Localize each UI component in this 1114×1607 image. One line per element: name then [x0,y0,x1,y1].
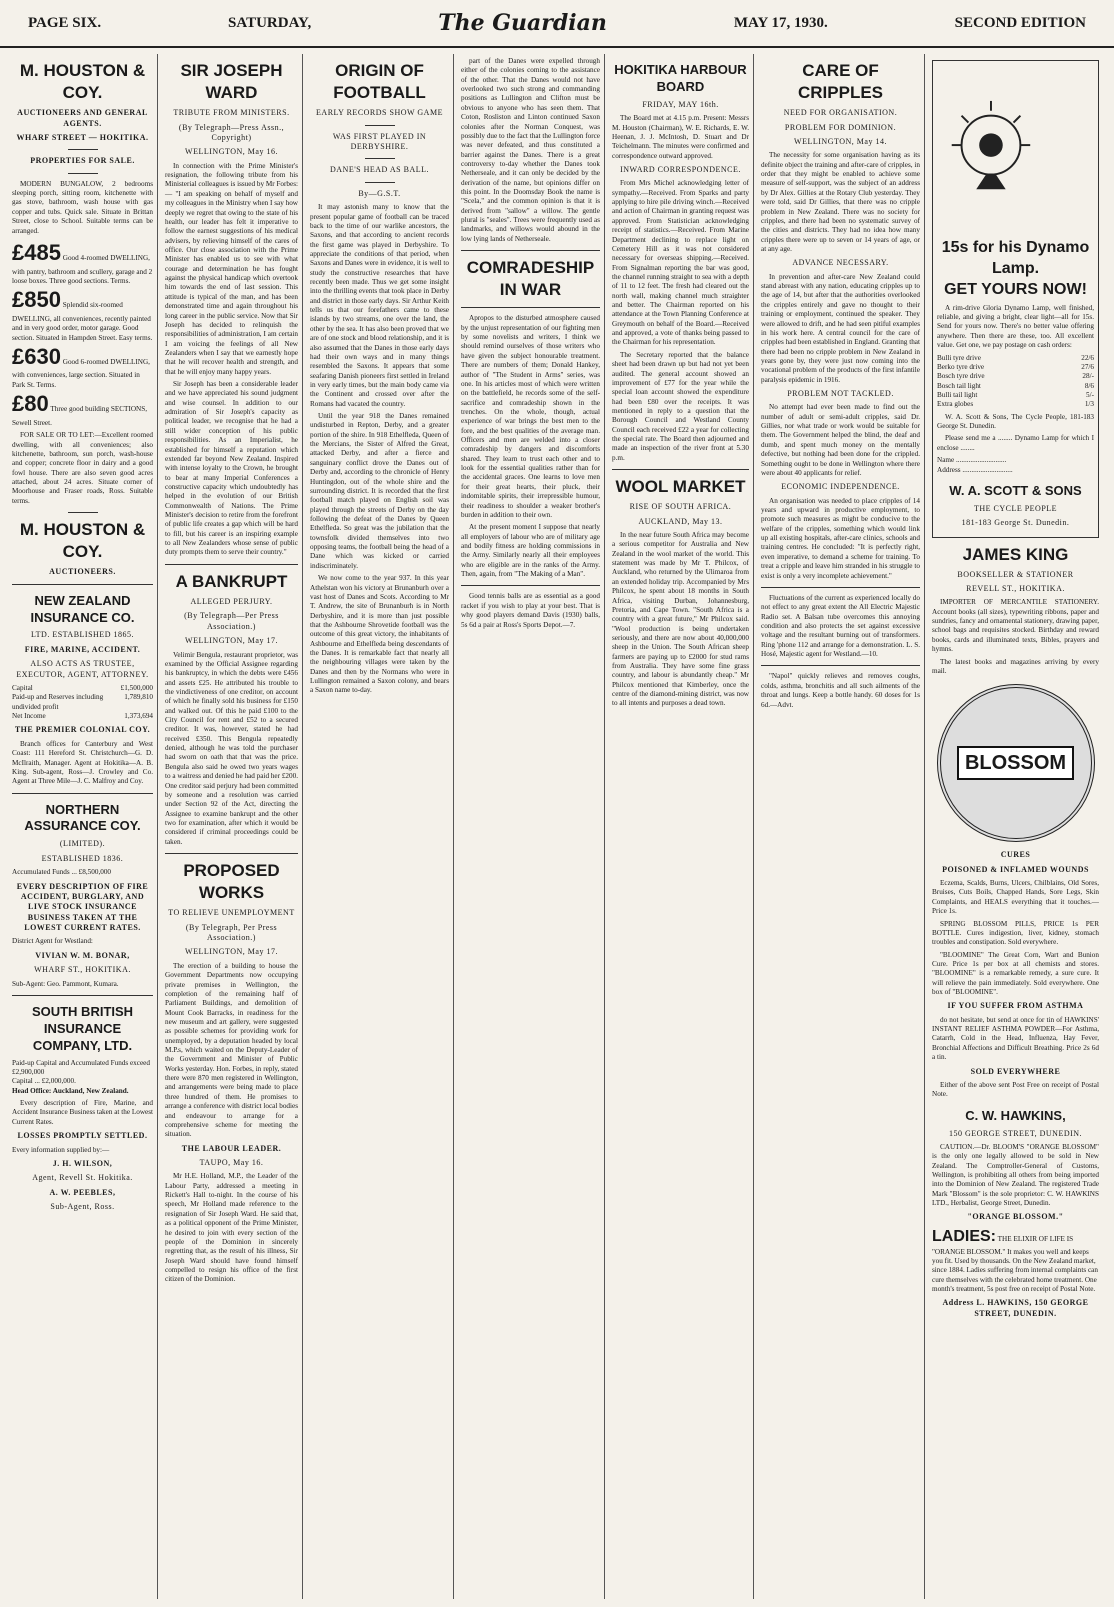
insurance-company-name: NORTHERN ASSURANCE COY. [24,801,141,834]
article-credit: (By Telegraph—Per Press Association.) [184,611,279,631]
order-coupon: Please send me a ........ Dynamo Lamp for which I enclose ........ [937,434,1094,452]
scott-name: W. A. SCOTT & SONS [949,482,1082,498]
article-subhead: PROBLEM NOT TACKLED. [787,389,894,399]
agent-address: Sub-Agent, Ross. [50,1202,115,1212]
losses-settled: LOSSES PROMPTLY SETTLED. [17,1131,148,1141]
article-body: part of the Danes were expelled through either of the colonies coming to the assistance of the other. That the Danes would not have overlooked two such strong and commanding positions as Lullington and Clifton must be obvious to anyone who has seen them. That Coton, Rosliston and Linton continued Saxon colonies after the Norman Conquest, was possibly due to the fact that the Lullington force was never defeated, and thus constituted a barrier against the Danes. There is a great controversy to-day whether the Danes took Netherseale, and it can only be decided by the derivation of the name, but opinions differ on this point. In the Doomsday Book the name is "Scela," and the common opinion is that it is derived from "sallow" a willow. The gentle plural is "seales". Trees were frequently used as landmarks, and willows would abound in the low lying lands of Netherseale. [461,57,600,243]
item-name: Bulli tail light [937,390,978,399]
article-dateline: FRIDAY, MAY 16th. [642,99,719,109]
item-price: 22/6 [1081,353,1094,362]
bookseller-latest: The latest books and magazines arriving by every mail. [932,657,1099,675]
agent-name: VIVIAN W. M. BONAR, [35,950,130,960]
advert-radio: Fluctuations of the current as experienced locally do not effect to any great extent the All Electric Majestic Radio set. A Balsan tube overcomes this annoying condition and also protects the set against excessive voltage and the resultant burning out of transformers. Ring 'phone 112 and arrange for a demonstration. L. S. Hosé, Majestic agent for Westland.—10. [761,593,920,659]
cures-body: Eczema, Scalds, Burns, Ulcers, Chilblains, Old Sores, Bruises, Cuts Boils, Chapped Hands, Sore Legs, Skin Complaints, and HEALS everything that it touches.—Price 1s. [932,879,1099,916]
article-subhead: RISE OF SOUTH AFRICA. [629,502,732,512]
lamp-description: A rim-drive Gloria Dynamo Lamp, well finished, reliable, and giving a bright, clear light—all for 15s. Send for yours now. There's no better value offering anywhere. Then there are these, too. All excellent value. Get one, we pay postage on cash orders: [937,303,1094,350]
capital-value: £1,500,000 [120,683,153,692]
article-body: The necessity for some organisation having as its definite object the training and after-care of cripples, in order that they might be enabled to achieve some measure of self-support, was the subject of an address by Dr Alex. Gillies at the Rotary Club yesterday. They were told, said Dr Gillies, that there was no cripple problem in New Zealand. There was no society for cripples, and there had been no systematic survey of the cities and districts. They had no idea how many cripples there were up to seven or 14 years of age, or at any age. [761,151,920,253]
capital: Capital ... £2,000,000. [12,1077,76,1086]
column-news-ward [161,54,303,1599]
article-subhead: THE LABOUR LEADER. [181,1143,282,1153]
article-subhead: PROBLEM FOR DOMINION. [784,122,897,132]
article-body: No attempt had ever been made to find out the number of adult or semi-adult cripples, said Dr. Gillies, nor what trade or work would be suitable for them. The Government helped the blind, the deaf and dumb, and spent much money on the mentally defective, but nothing had been done for the crippled. Something ought to be done in Wellington where there were about 40 applicants for relief. [761,403,920,477]
price-row [937,400,1094,409]
article-body: The Board met at 4.15 p.m. Present: Messrs M. Houston (Chairman), W. E. Richards, E. W. Heenan, J. J. McIntosh, D. Stuart and Dr Teichelmann. The minutes were confirmed and correspondence outward approved. [612,114,749,160]
ladies-heading: LADIES: [932,1227,996,1245]
insurance-company-name: NEW ZEALAND INSURANCE CO. [30,592,135,625]
item-name: Bosch tyre drive [937,372,985,381]
price-row [937,363,1094,372]
item-price: 8/6 [1084,381,1094,390]
property-listing: FOR SALE OR TO LET:—Excellent roomed dwelling, with all conveniences; also kitchenette, bathroom, sun porch, wash-house and copper; concrete floor in dairy and a good fowl house. There are also seven good acres attached, about 24 acres. Situate corner of Moorhouse and Fraser roads, Ross. Suitable terms. [12,431,153,505]
article-body: It may astonish many to know that the present popular game of football can be traced back to the time of our warlike ancestors, the Saxons, and that according to ancient records the first game was played in Derbyshire. To appreciate the conditions of that period, when Saxons and Danes were in evidence, it is well to study the constructive researches that have recently been made. Thus we get some insight into the thrilling events that took place in Derby and district in those early days. Sir Arthur Keith tells us that our forefathers came to these islands by two streams, one over the land, the other by the sea. It has also been proved that we are of one stock and blood relationship, and it is also assumed that the Danes in those early days had their own ways and in many things resembled the Saxons. It appears that some seafaring Danish pioneers first settled in Ireland in very early times, but the main body came via the Continent and crossed over after the Romans had vacated the country. [310,203,449,408]
insurance-description: Every description of Fire, Marine, and Accident Insurance Business taken at the Lowest Current Rates. [12,1099,153,1126]
column-harbour-wool [608,54,754,1599]
final-address: Address L. HAWKINS, 150 GEORGE STREET, DUNEDIN. [942,1298,1089,1318]
article-headline: ORIGIN OF FOOTBALL [333,61,426,103]
paidup-row [12,693,153,712]
article-headline: WOOL MARKET [615,477,746,497]
article-subhead: ALLEGED PERJURY. [190,596,273,606]
asthma-heading: IF YOU SUFFER FROM ASTHMA [947,1001,1084,1011]
masthead-date: MAY 17, 1930. [733,14,828,31]
name-label: Name [937,456,955,465]
agent-address: WHARF ST., HOKITIKA. [34,965,131,975]
article-credit: (By Telegraph—Press Assn., Copyright) [178,122,285,142]
article-body: At the present moment I suppose that nearly all employers of labour who are of military age and bodily fitness are holding commissions in the Army. Similarly nearly all their employees who are eligible are in the ranks of the Army. Then, again, from "The Making of a Man". [461,523,600,579]
page-number: PAGE SIX. [28,14,102,31]
bookseller-name: JAMES KING [962,544,1069,564]
bookseller-address: REVELL ST., HOKITIKA. [966,584,1065,594]
paidup-value: 1,789,810 [124,693,153,702]
property-listing: Good 4-roomed DWELLING, with pantry, bathroom and scullery, garage and 2 loose boxes. Three good sections. Terms. [12,253,153,285]
article-subhead: DANE'S HEAD AS BALL. [330,165,429,175]
bloomine-advert: "BLOOMINE" The Great Corn, Wart and Bunion Cure. Price 1s per box at all chemists and stores. "BLOOMINE" is a remarkable remedy, a sure cure. It will relieve the pain immediately. Sold everywhere. One box of "BLOOMINE". [932,950,1099,997]
insurance-established: ESTABLISHED 1836. [41,853,124,863]
firm-name: M. HOUSTON & COY. [19,520,146,562]
advert-tennis: Good tennis balls are as essential as a good racket if you wish to play at your best. That is why good players demand Davis (1930) balls, 5s 6d a pair at Ross's Sports Depot.—7. [461,592,600,629]
item-name: Berko tyre drive [937,362,985,371]
insurance-acts: ALSO ACTS AS TRUSTEE, EXECUTOR, AGENT, ATTORNEY. [16,659,149,679]
net-income-label: Net Income [12,712,46,721]
capital-row [12,684,153,693]
column-football [306,54,454,1599]
get-yours: GET YOURS NOW! [944,280,1087,298]
item-price: 5/- [1086,390,1094,399]
article-subhead: ADVANCE NECESSARY. [792,258,889,268]
net-income-value: 1,373,694 [124,712,153,721]
dynamo-lamp-ad [932,60,1099,538]
address-label: Address [937,465,961,474]
agent-address: Agent, Revell St. Hokitika. [32,1173,133,1183]
head-office: Head Office: Auckland, New Zealand. [12,1086,129,1095]
item-name: Bulli tyre drive [937,353,981,362]
property-listing: Three good building SECTIONS, Sewell Street. [12,405,148,427]
insurance-limited: (LIMITED). [59,839,106,849]
paidup-capital: Paid-up Capital and Accumulated Funds exceed £2,900,000 [12,1058,150,1076]
price-row [937,382,1094,391]
net-income-row [12,712,153,721]
property-listing: Splendid six-roomed DWELLING, all conveniences, recently painted and in very good order, motor garage. Good section. Situated in Hampden Street. Easy terms. [12,301,153,342]
article-body: The erection of a building to house the Government Departments now occupying private premises in Wellington, the completion of the remaining half of Parliament Buildings, and demolition of Mount Cook Barracks, in readiness for the new museum and art gallery, were suggested as possible schemes for providing work for unemployed, by a deputation headed by local M.P.s, which waited on the Deputy-Leader of the Government and Minister of Public Works yesterday. Hon. Forbes, in reply, stated there were 870 men registered in Wellington, and arrangements were being made to place three hundred of them. He promises to arrange a conference with district local bodies and endeavour to arrange for a comprehensive scheme for meeting the situation. [165,961,298,1139]
article-subhead: EARLY RECORDS SHOW GAME [316,108,443,118]
insurance-established: LTD. ESTABLISHED 1865. [31,630,134,640]
district-agent-label: District Agent for Westland: [12,937,93,946]
properties-heading: PROPERTIES FOR SALE. [30,156,135,166]
article-headline: HOKITIKA HARBOUR BOARD [614,62,747,94]
blossom-seal-logo [937,684,1095,842]
newspaper-title: The Guardian [438,10,607,36]
agent-name: A. W. PEEBLES, [49,1187,116,1197]
article-body: The Secretary reported that the balance sheet had been drawn up but had not yet been audited. The general account showed an improvement of £77 for the year while the special loan account showed the expenditure had been £80 over the receipts. It was mentioned in reply to a question that the Borough Council and Westland County Council each received £22 a year for collecting the special rate. The Board then adjourned and made an inspection of the river front at 5.30 p.m. [612,350,749,462]
article-dateline: WELLINGTON, May 17. [185,947,278,957]
item-price: 28/- [1082,372,1094,381]
property-price: £630 [12,343,61,369]
premier-colonial: THE PREMIER COLONIAL COY. [14,725,151,735]
coupon-address-line: Address ............................ [937,465,1013,474]
article-dateline: TAUPO, May 16. [199,1158,264,1168]
article-credit: (By Telegraph, Per Press Association.) [185,922,278,943]
column-comradeship [457,54,605,1599]
article-body: From Mrs Michel acknowledging letter of sympathy.—Received. From Sparks and party applying to hire pile driving winch.—Received and action of Chairman in granting request was approved. From Statistician acknowledging receipt of statistics.—Received. From Marine Department declining to replace light on Cemetery Hill as it was not considered necessary for overseas shipping.—Received. From Signalman reporting the bar was good, the channel running straight to sea with a depth of 11 to 12 feet. The fresh had cleared out the north wall, making channel much straighter and better. The Chairman reported on his attendance at the Town Planning Conference at Greymouth on behalf of the Board.—Received and approved, a vote of thanks being passed to the Chairman for his representation. [612,179,749,347]
sold-everywhere: SOLD EVERYWHERE [970,1066,1061,1076]
article-subhead: NEED FOR ORGANISATION. [783,108,898,118]
hawkins-address: 150 GEORGE STREET, DUNEDIN. [948,1128,1083,1138]
item-price: 1/3 [1084,400,1094,409]
article-dateline: WELLINGTON, May 17. [185,636,278,646]
article-body: Velimir Bengula, restaurant proprietor, was examined by the Official Assignee regarding his bankruptcy, in which the debts were £456 and assets £25. He attributed his trouble to the vindictiveness of one creditor, on account of which he finally sold his business for £150 and walked out. Of this he paid £100 to the City Council for rent and £52 to a secured creditor. It was, however, stated he had received £350. This Bengula repeatedly denied, although he was told the purchaser had sworn on oath that that was the price. Bengula also said he owed two years wages to a waitress and denied he had paid her £200. One creditor said perjury had been committed by someone and a resolution was carried under Section 92 of the Act, directing the Assignee to examine bankrupt and the other two for examination, after which it would be considered if criminal proceedings could be taken. [165,650,298,846]
paidup-label: Paid-up and Reserves including undivided profit [12,693,104,711]
asthma-body: do not hesitate, but send at once for tin of HAWKINS' INSTANT RELIEF ASTHMA POWDER—For Asthma, Catarrh, Cold in the Head, Influenza, Hay Fever, Bronchial Affections and Difficult Breathing. Price 2s 6d a tin. [932,1015,1099,1062]
bookseller-body: IMPORTER OF MERCANTILE STATIONERY. Account books (all sizes), typewriting ribbons, paper and sundries, fancy and ornamental stationery, drawing paper, school bags and requisites stocked. Birthday and reward books, cards and illuminated texts, Bibles, prayers and hymns. [932,598,1099,654]
scott-street: 181-183 George St. Dunedin. [961,518,1070,528]
capital-label: Capital [12,683,33,692]
article-headline: A BANKRUPT [175,571,288,591]
price-row [937,372,1094,381]
article-dateline: WELLINGTON, May 14. [794,136,887,146]
firm-address: WHARF STREET — HOKITIKA. [16,132,149,142]
column-ads-right [928,54,1103,1599]
article-body: In the near future South Africa may become a serious competitor for Australia and New Zealand in the wool market of the world. This statement was made by Mr T. Philcox, of Auckland, who returned by the Ulimaroa from an extended holiday trip. Accompanied by Mrs Philcox, he spent about 18 months in South Africa, visiting Durban, Johannesburg, Pretoria, and Cape Town. "South Africa is a country with a great future," Mr Philcox said. "Wool production is being undertaken seriously, and there are now about 40,000,000 sheep in the Union. The South African sheep farmers are paying up to £2000 for stud rams from Australia. They have some fine grass country, and labour is abundantly cheap." Mr Philcox mentioned that Kimberley, once the centre of the diamond-mining district, was now to all intents and purposes a dead town. [612,531,749,708]
article-body: Until the year 918 the Danes remained undisturbed in Repton, Derby, and a greater portion of the shire. In 918 Ethelfleda, Queen of the Mercians, the Sister of Alfred the Great, attacked Derby, and after a fierce and sanguinary conflict drove the Danes out of Derby and, according to the chronicle of Henry Huntingdon, out of the whole shire and the surrounding district. It is recorded that the first football match played on English soil was played through the streets of Derby on the day following the defeat of the Danes by Queen Ethelfleda. So great was the jubilation that the townsfolk divided themselves into two opposing teams, the football being the head of a Dane which was kicked or carried indiscriminately. [310,412,449,570]
branch-offices: Branch offices for Canterbury and West Coast: 111 Hereford St. Christchurch—G. D. McIlraith, Manager. Agent at Hokitika—A. B. King. Sub-agent, Ross—J. Crowley and Co. Agent at Three Mile—J. C. Malfroy and Coy. [12,739,153,786]
article-headline: SIR JOSEPH WARD [180,61,283,103]
dynamo-lamp-illustration [937,65,1094,235]
article-body: Sir Joseph has been a considerable leader and we have appreciated his sound judgment and wise counsel. In addition to our admiration of Sir Joseph's capacity as political leader, we recognise that he had a still wider conception of his public responsibilities. As an Imperialist, he established for himself a reputation which extended far beyond New Zealand. Inspired with intense loyalty to the Crown, he brought to bear at many Imperial Conferences a constructive capacity which undoubtedly has helped in the evolution of our British Commonwealth of Nations. The Prime Minister's decision to retire from the forefront of public life creates a gap which will be hard to fill, but his career is an inspiring example to all New Zealanders whose sense of public duty prompts them to serve their country." [165,380,298,557]
bookseller-subtitle: BOOKSELLER & STATIONER [957,569,1074,579]
sub-agent: Sub-Agent: Geo. Pammont, Kumara. [12,979,119,988]
article-headline: CARE OF CRIPPLES [797,61,884,103]
scott-subtitle: THE CYCLE PEOPLE [973,503,1058,513]
property-price: £485 [12,239,61,265]
property-price: £850 [12,287,61,313]
article-body: In prevention and after-care New Zealand could stand abreast with any nation, educating cripples up to the age of 14, but after that the authorities overlooked the cripples entirely and gave no thought to their training or employment, continued the speaker. They were allowed to drift, and he had seen pitiful examples in his work here. A central council for the care of cripples had been established in England. Granting that there had been no cripple problem in New Zealand in years gone by, they were just now coming into the vocational problem of the products of the first infantile paralysis epidemic in 1916. [761,272,920,384]
article-subhead: INWARD CORRESPONDENCE. [620,164,741,174]
article-subhead: TO RELIEVE UNEMPLOYMENT [168,908,295,918]
ladies-body: THE ELIXIR OF LIFE IS "ORANGE BLOSSOM." It makes you well and keeps you fit. Used by thousands. On the New Zealand market, since 1884. Ladies suffering from internal complaints can cure themselves with the celebrated home treatment. One month's treatment, 5s post free on receipt of Postal Note. [932,1234,1098,1294]
information-label: Every information supplied by:— [12,1145,110,1154]
article-dateline: WELLINGTON, May 16. [185,147,278,157]
article-body: We now come to the year 937. In this year Athelstan won his victory at Brunanburh over a vast host of Danes and Scots. According to Mr T. Andrew, the site of Brunanburh is in North Derbyshire, and it is more than just possible that the Ashbourne Shrovetide football was the outcome of this great victory, the inhabitants of Ashbourne and Ethelfleda being descendants of the Danes. It is remarkable fact that nearly all the neighbouring villages were taken by the Danes and then by the Normans who were in Lullington remained a Saxon colony, and bears a Saxon name to-day. [310,574,449,695]
article-subhead: ECONOMIC INDEPENDENCE. [781,482,900,492]
scott-address-small: W. A. Scott & Sons, The Cycle People, 181-183 George St. Dunedin. [937,412,1094,431]
price-row [937,354,1094,363]
lamp-price-list [937,354,1094,410]
article-body: In connection with the Prime Minister's resignation, the following tribute from his Ministerial colleagues is issued by Mr Forbes:— "I am speaking on behalf of myself and my colleagues in the Ministry when I say how deeply we regret that owing to the state of his health, our leader has felt it imperative to follow the earnest suggestions of his medical advisers, by relieving himself of the cares of office. Our close association with the Prime Minister has enabled us to see with what courage and determination he has fought against the physical handicap which overtook him towards the end of last session. This attitude is typical of the man, and has been demonstrated time and again throughout his long career in the public service. Now that Sir Joseph has decided to relinquish the responsibilities of administration, I am certain I am voicing the feelings of all New Zealanders when I say that we earnestly hope that he will recover health and strength, and that he will enjoy many happy years. [165,161,298,376]
property-price: £80 [12,391,49,417]
masthead-day: SATURDAY, [228,14,312,31]
insurance-description: EVERY DESCRIPTION OF FIRE ACCIDENT, BURGLARY, AND LIVE STOCK INSURANCE BUSINESS TAKEN AT THE LOWEST CURRENT RATES. [16,881,149,933]
article-subhead: WAS FIRST PLAYED IN DERBYSHIRE. [332,131,427,151]
orange-blossom-heading: "ORANGE BLOSSOM." [967,1212,1064,1222]
article-subhead: TRIBUTE FROM MINISTERS. [173,108,290,118]
coupon-name-line: Name ............................ [937,456,1007,465]
firm-name: M. HOUSTON & COY. [19,61,146,103]
caution-advert: CAUTION.—Dr. BLOOM'S "ORANGE BLOSSOM" is the only one legally allowed to be sold in New Zealand. The Comptroller-General of Customs, Wellington, is prohibiting all others from being imported into the Dominion of New Zealand. The registered Trade Mark "Blossom" is the sole proprietor: C. W. HAWKINS LTD., Herbalist, George Street, Dunedin. [932,1142,1099,1208]
masthead [0,0,1114,48]
item-price: 27/6 [1081,362,1094,371]
firm-subtitle: AUCTIONEERS. [49,567,116,577]
seal-text: BLOSSOM [957,746,1074,780]
postal-note: Either of the above sent Post Free on receipt of Postal Note. [932,1080,1099,1099]
item-name: Extra globes [937,400,974,409]
page-columns [8,54,1106,1599]
article-headline: PROPOSED WORKS [183,861,280,903]
column-advertisements [8,54,158,1599]
advert-napol: "Napol" quickly relieves and removes coughs, colds, asthma, bronchitis and all such ailments of the throat and lungs. Keep a bottle handy. 60 doses for 1s 6d.—Advt. [761,672,920,709]
article-byline: By—G.S.T. [358,188,401,198]
article-dateline: AUCKLAND, May 13. [638,516,723,526]
agent-name: J. H. WILSON, [52,1158,113,1168]
article-headline: COMRADESHIP IN WAR [466,258,595,300]
property-listing: MODERN BUNGALOW, 2 bedrooms sleeping porch, sitting room, kitchenette with gas stove, bathroom, wash house with gas copper and tubs. Quick sale. Situate in Brittan Street, close to School. Suitable terms can be arranged. [12,179,153,235]
price-row [937,391,1094,400]
article-body: Apropos to the disturbed atmosphere caused by the unjust representation of our fighting men by some novelists and writers, I think we should remind ourselves of those writers who have given the subject honourable treatment. There are numbers of them; Donald Hankey, author of "The Student in Arms" series, was one. In his articles most of which were written on the battlefield, he records some of the self-sacrifice and comradeship shown in the trenches. On the whole, though, actual experience of war brings the best men to the fore, and the best qualities of the average man. Officers and men are welded into a closer comradeship by dangers and discomforts shared. They learn to trust each other and to look for the essential qualities rather than for the accidental graces. One learns to love men for their great hearts, their pluck, their indomitable spirits, their irrepressible humour, their readiness to shoulder a weaker brother's burden in addition to their own. [461,314,600,519]
hawkins-name: C. W. HAWKINS, [965,1107,1066,1123]
item-name: Bosch tail light [937,381,981,390]
insurance-kinds: FIRE, MARINE, ACCIDENT. [24,644,141,654]
dynamo-price: 15s for his Dynamo Lamp. [941,239,1090,278]
insurance-company-name: SOUTH BRITISH INSURANCE COMPANY, LTD. [31,1003,134,1053]
cures-subhead: POISONED & INFLAMED WOUNDS [942,864,1089,874]
cures-heading: CURES [1000,850,1031,860]
pills-advert: SPRING BLOSSOM PILLS, PRICE 1s PER BOTTLE. Cures indigestion, liver, kidney, stomach troubles and constipation. Sold everywhere. [932,919,1099,947]
firm-subtitle: AUCTIONEERS AND GENERAL AGENTS. [17,108,148,128]
accumulated-funds: Accumulated Funds ... £8,500,000 [12,868,112,877]
property-listing: Good 6-roomed DWELLING, with conveniences, large section. Situated in Park St. Terms. [12,357,150,389]
column-cripples [757,54,925,1599]
edition-label: SECOND EDITION [954,14,1086,31]
article-body: Mr H.E. Holland, M.P., the Leader of the Labour Party, addressed a meeting in Rickett's Hall to-night. In the course of his speech, Mr Holland made reference to the resignation of Sir Joseph Ward. He said that, as a political opponent of the Prime Minister, he desired to join with every section of the people of the Dominion in sincerely regretting that, as the result of his illness, Sir Joseph Ward should have found himself compelled to resign his office of the first citizen of the Dominion. [165,1172,298,1284]
article-body: An organisation was needed to place cripples of 14 years and upward in productive employment, to promote such measures as might be conducive to the welfare of the cripples, something which would link up all existing hospitals, after-care clinics, schools and training centres. He concluded: "It is perfectly right, even imperative, to demand a scheme for training. To treat a cripple and leave him stranded in his struggle to exist is only a very incomplete achievement." [761,496,920,580]
